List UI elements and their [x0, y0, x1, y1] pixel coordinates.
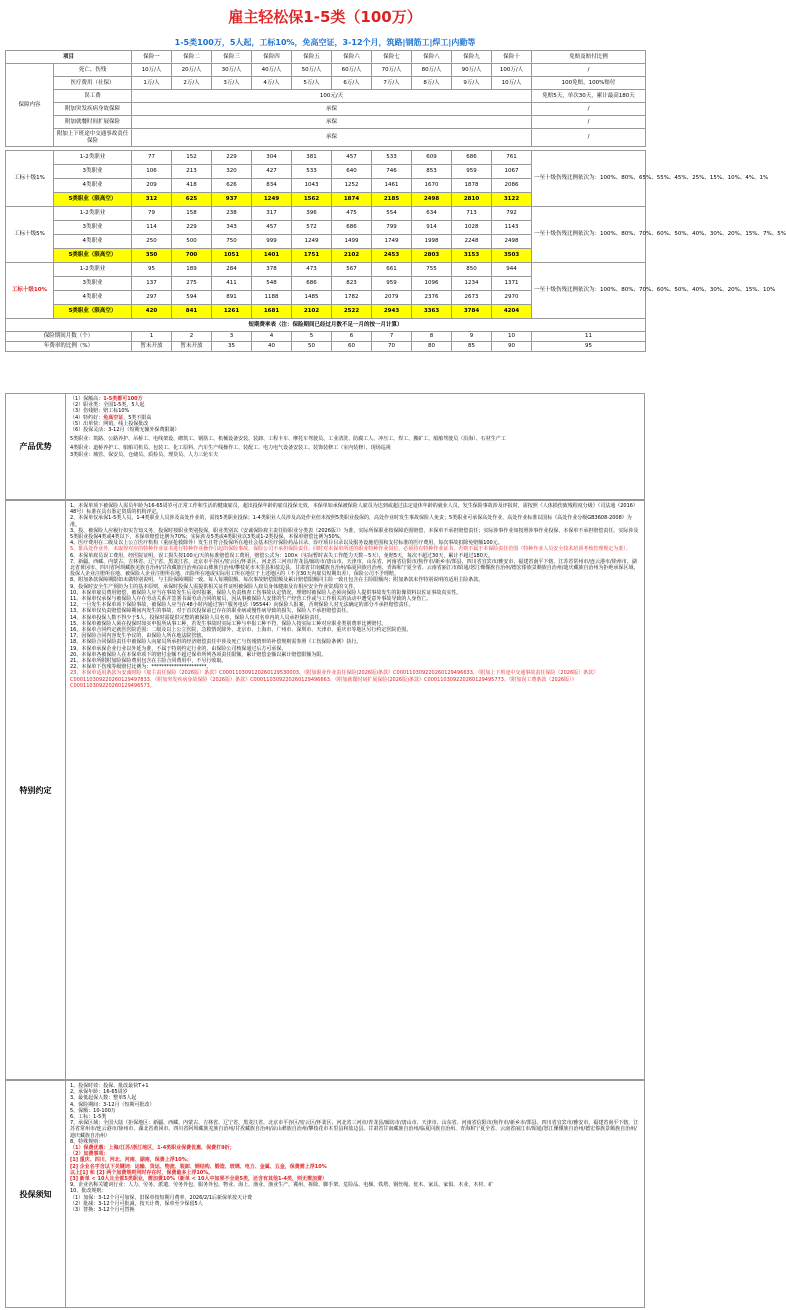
premium-value: 250 [132, 235, 172, 249]
coverage-value: 承保 [132, 129, 532, 147]
premium-value: 891 [212, 291, 252, 305]
coverage-value: 90万/人 [452, 64, 492, 77]
premium-value: 3784 [452, 305, 492, 319]
job-class-label: 1-2类职业 [54, 207, 132, 221]
coverage-lostwork-row [6, 90, 646, 103]
coverage-value: 8万/人 [412, 77, 452, 90]
ratio-value: 40 [252, 342, 292, 352]
premium-value: 106 [132, 165, 172, 179]
coverage-label: 死亡、伤残 [54, 64, 132, 77]
ratio-value: 暂未开放 [132, 342, 172, 352]
premium-value: 572 [292, 221, 332, 235]
premium-value: 746 [372, 165, 412, 179]
premium-value: 317 [252, 207, 292, 221]
special-term-paragraph: 3、投、被保险人应履行如实告知义务，投保时按职业类别投保，职业类别以《安诚保险雇主责任险职业分类表（2026版）》为准，实际所保职业按保障范围赔偿，本保单不承担赔偿责任；实际涉事作业如按照涉事作业投保，本保单不承担赔偿责任。实际涉及5类职业投保4类或4类以下，本保单赔偿比例为70%；实际涉及5类或4类职业以3类或1-2类投保，本保单赔偿比例为50%。 [70, 527, 639, 541]
notice-paragraph: 8、特殊规则： [70, 1138, 104, 1145]
special-term-paragraph: 8、附加条款保障期限如未做特别说明，与主险保障期限一致。每人每期限额、每次事故赔偿限额及累计赔偿限额同主险一致且包含在主险限额内；附加条款未作特别说明的适用主险条款。 [70, 577, 484, 584]
coverage-value: 10万/人 [492, 77, 532, 90]
page-subtitle: 1-5类100万，5人起，工标10%，免高空证，3-12个月，筑路|钢筋工|焊工|内勤等 [174, 38, 476, 47]
coverage-death-row [6, 64, 646, 77]
notice-paragraph: 4、保险期间：3-12月（短期可批改） [70, 1101, 155, 1108]
premium-value: 2970 [492, 291, 532, 305]
page-title: 雇主轻松保1-5类（100万） [228, 8, 422, 26]
coverage-extra3-row [6, 129, 646, 147]
premium-value: 427 [252, 165, 292, 179]
premium-value: 229 [172, 221, 212, 235]
premium-value: 1249 [252, 193, 292, 207]
special-term-paragraph: 10、本保单雇员费用赔偿，被保险人应当在事故发生后及时报案，保险人负责核查工伤事故认定情况，理赔时被保险人必须向保险人提供事故发生的影像资料以佐证事故真实性。 [70, 589, 462, 596]
notice-paragraph: 10、批改规则： [70, 1188, 107, 1195]
month-value: 8 [412, 332, 452, 342]
special-rule-line: （1）保费优惠：上海/江苏/浙江地区，1-4类职业保费优惠，保费打9折； [70, 1145, 235, 1152]
premium-value: 1749 [372, 235, 412, 249]
premium-value: 343 [212, 221, 252, 235]
premium-value: 500 [172, 235, 212, 249]
premium-value: 609 [412, 151, 452, 165]
ratio-value: 85 [452, 342, 492, 352]
premium-value: 2376 [412, 291, 452, 305]
job-class-label: 3类职业 [54, 277, 132, 291]
premium-value: 1261 [212, 305, 252, 319]
special-term-paragraph: 22、本保单下伤残等级赔付比例为：**********************。 [70, 664, 212, 671]
premium-value: 396 [292, 207, 332, 221]
premium-value: 823 [332, 277, 372, 291]
advantage-text: 1-5类都可100万 [103, 396, 143, 402]
advantage-no: （4）特约好： [70, 414, 104, 421]
premium-value: 1461 [372, 179, 412, 193]
coverage-value: 10万/人 [132, 64, 172, 77]
special-term-paragraph: 9、投保时安全生产预防为主的基本原则，承保时投保人需提供相关证件证明被保险人雇员身体健康及有相应安全作业资质的文件。 [70, 583, 359, 590]
special-terms-label: 特别约定 [6, 501, 66, 1079]
ratio-value: 暂未开放 [172, 342, 212, 352]
premium-value: 1096 [412, 277, 452, 291]
premium-value: 229 [212, 151, 252, 165]
premium-value: 2185 [372, 193, 412, 207]
month-value: 5 [292, 332, 332, 342]
coverage-value: 40万/人 [252, 64, 292, 77]
month-value: 3 [212, 332, 252, 342]
premium-value: 297 [132, 291, 172, 305]
advantage-no: （1）保额高： [70, 396, 104, 402]
premium-value: 850 [452, 263, 492, 277]
coverage-value: 30万/人 [212, 64, 252, 77]
premium-value: 2522 [332, 305, 372, 319]
premium-value: 213 [172, 165, 212, 179]
special-rule-line: [3] 新单 < 10人且全部5类职业，需加费10%（新单 < 10人中如果不全是5类，还含有其他1-4类，则无需加费） [70, 1176, 328, 1183]
coverage-value: 70万/人 [372, 64, 412, 77]
special-rule-line: [1] 重庆、四川、河北、河南、湖南，保费上浮10%； [70, 1157, 192, 1164]
coverage-value: 2万/人 [172, 77, 212, 90]
advantage-text: 网销，线上投保批改 [103, 420, 149, 427]
premium-value: 2803 [412, 249, 452, 263]
notice-paragraph: （3）替换：3-12个月可替换 [70, 1207, 135, 1214]
premium-value: 4204 [492, 305, 532, 319]
premium-value: 95 [132, 263, 172, 277]
short-term-title: 短期费率表（注：保险期间已经过月数不足一月的按一月计算） [6, 319, 646, 332]
disability-ratio-note: 一至十级伤残比例依次为：100%、80%、65%、55%、45%、25%、15%、10%、4%、1% [532, 151, 646, 207]
premium-value: 533 [292, 165, 332, 179]
premium-value: 944 [492, 263, 532, 277]
premium-value: 2810 [452, 193, 492, 207]
rate-group-label: 工标十级1% [6, 151, 54, 207]
ratio-label: 年费率的比例（%） [6, 342, 132, 352]
short-term-months-row [6, 332, 646, 342]
special-term-paragraph: 15、本保单被保险人须在投保时如实申报所从事工种，若发生事故时实际工种与申报工种不符，保险人按实际工种对应职业类别费率比例赔付。 [70, 620, 387, 627]
premium-value: 1499 [332, 235, 372, 249]
premium-value: 661 [372, 263, 412, 277]
premium-value: 1998 [412, 235, 452, 249]
premium-value: 761 [492, 151, 532, 165]
advantage-no: （5）出单快： [70, 420, 104, 427]
header-plan: 保险一 [132, 51, 172, 64]
coverage-value: 9万/人 [452, 77, 492, 90]
premium-value: 1878 [452, 179, 492, 193]
premium-value: 1681 [252, 305, 292, 319]
premium-value: 1234 [452, 277, 492, 291]
premium-value: 533 [372, 151, 412, 165]
advantage-no: （6）投保灵活： [70, 427, 109, 434]
premium-value: 853 [412, 165, 452, 179]
premium-value: 567 [332, 263, 372, 277]
premium-value: 554 [372, 207, 412, 221]
advantage-no: （2）职业类： [70, 402, 104, 409]
premium-value: 2943 [372, 305, 412, 319]
header-row [6, 51, 646, 64]
notice-section [5, 1080, 645, 1308]
premium-value: 238 [212, 207, 252, 221]
coverage-value: 承保 [132, 116, 532, 129]
header-plan: 保险四 [252, 51, 292, 64]
premium-value: 209 [132, 179, 172, 193]
premium-value: 755 [412, 263, 452, 277]
header-plan: 保险八 [412, 51, 452, 64]
ratio-value: 35 [212, 342, 252, 352]
premium-value: 2498 [412, 193, 452, 207]
premium-value: 1670 [412, 179, 452, 193]
premium-value: 686 [332, 221, 372, 235]
premium-value: 841 [172, 305, 212, 319]
advantage-text: 3-12月（短期无额外保费限制） [108, 427, 180, 434]
premium-value: 792 [492, 207, 532, 221]
short-term-ratio-row [6, 342, 646, 352]
month-value: 4 [252, 332, 292, 342]
premium-value: 713 [452, 207, 492, 221]
premium-value: 1067 [492, 165, 532, 179]
job-class-label: 4类职业 [54, 235, 132, 249]
premium-value: 1028 [452, 221, 492, 235]
coverage-group-label: 保障内容 [6, 64, 54, 147]
premium-value: 3363 [412, 305, 452, 319]
notice-paragraph: 5、保额：10-100万 [70, 1107, 116, 1114]
special-term-paragraph: 11、本保单仅承保与被保险人存在劳动关系并签署书面劳动合同的雇员，因从事被保险人安排的生产经营工作或与工作相关的活动中遭受意外事故导致的人身伤亡。 [70, 596, 432, 603]
month-value: 6 [332, 332, 372, 342]
coverage-value: 7万/人 [372, 77, 412, 90]
job-class-label: 5类职业（限高空） [54, 249, 132, 263]
coverage-value: 3万/人 [212, 77, 252, 90]
premium-value: 411 [212, 277, 252, 291]
special-term-paragraph: 23、本保单适用条款为安诚财险《雇主责任保险（2026版）条款》C000110309120260129530003、《附加职业作业责任保险(2026版)条款》C000110309220260129496633、《附加上下班途中交通事故责任保险（2026版）条款》C000110309220260129497833、《附加突发疾病身故保险（2026版）条款》C000110309220260129496663、《附加就餐时间扩展保险(2026版)条款》C000110309220260129495773、《附加误工费条款（2026版）》C000110309220260129496573。 [70, 670, 599, 689]
premium-value: 79 [132, 207, 172, 221]
premium-value: 320 [212, 165, 252, 179]
rate-group-label: 工标十级10% [6, 263, 54, 319]
product-advantages-label: 产品优势 [6, 394, 66, 499]
special-term-paragraph: 5、排高处作业外，未取得对应的特种作业证书进行特种作业操作引起的保险事故，保险公司不承担保险责任。同时对本保单所述的职业特种作业岗位，必须持有特种作业证书，否则不属于本保险责任范围（特种作业人员安全技术培训考核管理规定为准）。 [70, 546, 631, 553]
premium-value: 284 [212, 263, 252, 277]
coverage-remark: 免赔5天，单次30天，累计最高180天 [532, 90, 646, 103]
job-class-label: 1-2类职业 [54, 151, 132, 165]
premium-value: 686 [452, 151, 492, 165]
ratio-value: 70 [372, 342, 412, 352]
premium-value: 457 [252, 221, 292, 235]
month-value: 1 [132, 332, 172, 342]
premium-value: 1043 [292, 179, 332, 193]
coverage-label: 误工费 [54, 90, 132, 103]
product-advantages-content [70, 396, 641, 497]
disability-ratio-note: 一至十级伤残比例依次为：100%、80%、70%、60%、50%、40%、30%、20%、15%、7%、5% [532, 207, 646, 263]
coverage-label: 医疗费用（社保） [54, 77, 132, 90]
job-class-label: 4类职业 [54, 291, 132, 305]
premium-value: 1401 [252, 249, 292, 263]
premium-value: 1485 [292, 291, 332, 305]
rate-row [6, 151, 646, 165]
premium-value: 2673 [452, 291, 492, 305]
premium-value: 937 [212, 193, 252, 207]
premium-value: 304 [252, 151, 292, 165]
rate-row [6, 263, 646, 277]
premium-value: 418 [172, 179, 212, 193]
premium-value: 1562 [292, 193, 332, 207]
advantage-text: 全国1-5类，5人起 [103, 402, 145, 409]
premium-value: 312 [132, 193, 172, 207]
ratio-value: 60 [332, 342, 372, 352]
coverage-value: 100万/人 [492, 64, 532, 77]
notice-paragraph: 9、企业名称关键词行业：人力、劳务、派遣、劳务外包、服务外包、物业、海上、渔业、渔业生产、冀州、拆除、脚手架、危险品、电梯、铁塔、钢丝绳、优木、家具、家俱、木业、木材、矿 [70, 1182, 494, 1189]
coverage-remark: / [532, 64, 646, 77]
premium-value: 3122 [492, 193, 532, 207]
premium-value: 152 [172, 151, 212, 165]
month-value: 9 [452, 332, 492, 342]
notice-paragraph: （2）批减：3-12个月可批减，按天计费，保单至少保留5人 [70, 1200, 203, 1207]
header-plan: 保险十 [492, 51, 532, 64]
premium-value: 137 [132, 277, 172, 291]
premium-value: 1252 [332, 179, 372, 193]
premium-value: 999 [252, 235, 292, 249]
coverage-value: 50万/人 [292, 64, 332, 77]
notice-paragraph: 3、最低起保人数：整单5人起 [70, 1095, 137, 1102]
coverage-extra2-row [6, 116, 646, 129]
notice-paragraph: 7、承保区域：全国大陆（拒保地区：新疆、西藏、内蒙古、吉林省、辽宁省、黑龙江省、北京市平谷区/密云区/怀柔区、河北省三河市/青龙县/廊坊市/唐山市、天津市、山东省、河南省信阳市/焦作市/新乡市/郑县、四川省宜宾市/雅安市、福建省南平下辖、江苏省常州市/连云港市/徐州市、湖北省黄冈市、四川省阿坝藏族羌族自治州/甘孜藏族自治州/凉山彝族自治州/攀枝花市木里县和盐边县、甘肃省甘南藏族自治州/临夏回族自治州、青海和宁夏全省、云南省丽江市/昭通/怒江傈僳族自治州/德宏傣族景颇族自治州/迪庆藏族自治州） [70, 1120, 639, 1139]
period-label: 保险期间月数（个） [6, 332, 132, 342]
month-value: 10 [492, 332, 532, 342]
advantage-no: （3）伤残赔： [70, 408, 104, 415]
premium-value: 700 [172, 249, 212, 263]
premium-value: 158 [172, 207, 212, 221]
header-plan: 保险五 [292, 51, 332, 64]
coverage-label: 附加就餐时间扩展保险 [54, 116, 132, 129]
premium-value: 1143 [492, 221, 532, 235]
coverage-value: 20万/人 [172, 64, 212, 77]
premium-value: 473 [292, 263, 332, 277]
premium-value: 381 [292, 151, 332, 165]
notice-paragraph: 6、工标：1-5类 [70, 1114, 107, 1121]
month-value: 11 [532, 332, 646, 342]
special-rule-line: （2）加费事项： [70, 1151, 109, 1158]
premium-value: 1371 [492, 277, 532, 291]
premium-value: 2498 [492, 235, 532, 249]
job-class-label: 5类职业（限高空） [54, 193, 132, 207]
coverage-value: 80万/人 [412, 64, 452, 77]
rate-group-label: 工标十级5% [6, 207, 54, 263]
special-rule-line: 以上[1] 和 [2] 两个加费规则同时存在时，保费最多上浮10%。 [70, 1169, 214, 1176]
special-term-paragraph: 6、本保单雇员误工费用，经医院证明，误工损失按100元/天的标准赔偿误工费用，赔偿公式为：100×（实际暂时丧失工作能力天数－5天），免赔5天，每次不超过30天，累计不超过180天。 [70, 552, 493, 559]
special-term-paragraph: 17、因保险合同内容发生争议的，由保险人所在地法院管辖。 [70, 633, 207, 640]
premium-value: 625 [172, 193, 212, 207]
premium-value: 2102 [292, 305, 332, 319]
header-plan: 保险三 [212, 51, 252, 64]
coverage-remark: / [532, 129, 646, 147]
premium-value: 2248 [452, 235, 492, 249]
rate-row [6, 207, 646, 221]
premium-value: 799 [372, 221, 412, 235]
premium-value: 1751 [292, 249, 332, 263]
premium-value: 475 [332, 207, 372, 221]
coverage-remark: / [532, 116, 646, 129]
coverage-value: 1万/人 [132, 77, 172, 90]
premium-value: 959 [452, 165, 492, 179]
special-term-paragraph: 2、本保单仅承保1-5类人员。1-4类职业人员涉及高处作业的，需按5类职业投保；1-4类职业人员涉及高处作业但未按照5类职业投保的，高处作业时发生事故保险人免责；5类职业可承保高处作业，高处作业标准以国标《高处作业分级GB3608-2008》为准。 [70, 515, 632, 528]
special-term-paragraph: 1、本保单项下被保险人需员年龄为16-65周岁可正常工作和生活的健康雇员，超出投保年龄的雇员投保无效，本保单如承保被保险人雇员为达到或超过法定退休年龄的就业人员，发生保险事故涉及评报时，需按照《人体损伤致残程度分级》（司法通（2016）48号）标准在具有鉴定资质的机构评定。 [70, 503, 638, 516]
header-item: 项目 [6, 51, 132, 64]
premium-value: 114 [132, 221, 172, 235]
job-class-label: 3类职业 [54, 221, 132, 235]
premium-value: 834 [252, 179, 292, 193]
notice-paragraph: 2、承保年龄：16-65周岁 [70, 1089, 128, 1096]
premium-value: 548 [252, 277, 292, 291]
job-class-label: 5类职业（限高空） [54, 305, 132, 319]
month-value: 2 [172, 332, 212, 342]
coverage-value: 60万/人 [332, 64, 372, 77]
job-list-line: 3类职业：城管、保安员、仓储员、质检员、理货员、人力三轮车夫 [70, 451, 219, 458]
job-class-label: 4类职业 [54, 179, 132, 193]
advantage-text: 赔工标10% [103, 408, 130, 415]
premium-value: 594 [172, 291, 212, 305]
disability-ratio-note: 一至十级伤残比例依次为：100%、80%、70%、60%、50%、40%、30%、20%、15%、10% [532, 263, 646, 319]
special-term-paragraph: 12、一旦发生本保单项下保险事故，被保险人应当在48小时内通过客户服务电话（95544）向保险人报案，否则保险人对无法确定的部分不承担赔偿责任。 [70, 602, 414, 609]
premium-value: 2453 [372, 249, 412, 263]
premium-value: 275 [172, 277, 212, 291]
job-class-label: 1-2类职业 [54, 263, 132, 277]
premium-value: 686 [292, 277, 332, 291]
header-plan: 保险七 [372, 51, 412, 64]
special-term-paragraph: 14、本保单投保人数不得少于5人，投保时需提供完整的被保险人员名单，保险人仅对名单内的人员承担保险责任。 [70, 614, 325, 621]
coverage-label: 附加上下班途中交通事故责任保险 [54, 129, 132, 147]
ratio-value: 50 [292, 342, 332, 352]
special-terms-section [5, 500, 645, 1080]
coverage-remark: 100免赔，100%赔付 [532, 77, 646, 90]
premium-value: 914 [412, 221, 452, 235]
premium-value: 457 [332, 151, 372, 165]
advantage-text: 免高空证，5类不限高 [103, 414, 152, 421]
ratio-value: 80 [412, 342, 452, 352]
premium-value: 750 [212, 235, 252, 249]
notice-label: 投保须知 [6, 1081, 66, 1307]
highlight-text: 免高空证 [103, 414, 124, 421]
month-value: 7 [372, 332, 412, 342]
job-list-line: 4类职业：道桥养护工、船舶司机员、包装工、化工原料、汽车生产线操作工、装配工、电力电气设备安装工、装饰装修工（室内装修）、现场巡视 [70, 445, 391, 452]
notice-paragraph: （1）加保：3-12个月可加保，旧保单按短期月费率，2026/2/1后新保单按天计费 [70, 1194, 252, 1201]
premium-value: 2102 [332, 249, 372, 263]
coverage-value: 5万/人 [292, 77, 332, 90]
premium-value: 1188 [252, 291, 292, 305]
premium-value: 77 [132, 151, 172, 165]
plan-table [5, 50, 786, 352]
special-term-paragraph: 21、本保单所附附加险保险费用包含在主险合同费用中，不另行收取。 [70, 658, 227, 665]
special-term-paragraph: 4、医疗费用在二级及以上公立医疗机构（重症抢救除外）发生且符合投保所在地社会基本医疗保险药品目录、诊疗项目目录以及服务设施范围和支付标准的医疗费用，每次事故扣除免赔额100元。 [70, 540, 503, 547]
coverage-medical-row [6, 77, 646, 90]
notice-content [70, 1083, 641, 1305]
premium-value: 1249 [292, 235, 332, 249]
premium-value: 420 [132, 305, 172, 319]
coverage-value: 100元/天 [132, 90, 532, 103]
coverage-extra1-row [6, 103, 646, 116]
special-term-paragraph: 13、本保单仅负责赔偿保障期间内发生的事故，对于首次投保前已存在的职业病或慢性病导致的损失，保险人不承担赔偿责任。 [70, 608, 352, 615]
header-plan: 保险二 [172, 51, 212, 64]
premium-value: 189 [172, 263, 212, 277]
header-remark: 免赔及赔付比例 [532, 51, 646, 64]
coverage-label: 附加突发疾病身故保障 [54, 103, 132, 116]
premium-value: 1051 [212, 249, 252, 263]
ratio-value: 95 [532, 342, 646, 352]
job-list-line: 5类职业：筑路、公路养护、吊桥工、电线架设、砌筑工、钢筋工、机械设备安装、装卸、工程卡车、摩托车驾驶员、工业清洗、防腐工人、冲压工、焊工、搬矿工、船舶驾驶员（沿海）、石材生产工 [70, 436, 506, 443]
special-term-paragraph: 20、本保单各被保险人在本保单项下的赔付金额不超过保单所列各项责任限额，累计赔偿金额以累计赔偿限额为限。 [70, 651, 327, 658]
premium-value: 634 [412, 207, 452, 221]
premium-value: 626 [212, 179, 252, 193]
special-term-paragraph: 19、本保单承保企业行业以外延为准，不属于特别约定行业的，由保险公司核保通过后方可承保。 [70, 645, 287, 652]
premium-value: 2079 [372, 291, 412, 305]
premium-value: 350 [132, 249, 172, 263]
page-header [0, 0, 650, 36]
coverage-remark: / [532, 103, 646, 116]
premium-value: 1782 [332, 291, 372, 305]
premium-value: 378 [252, 263, 292, 277]
product-advantages-section [5, 393, 645, 500]
special-term-paragraph: 18、本保险合同保险责任中被保险人向雇员所承担的经济赔偿责任中涉及死亡与伤残情形的补偿规则需参照《工伤保险条例》执行。 [70, 639, 362, 646]
special-term-paragraph: 16、本保单合同约定就医医院范围：二级及以上公立医院，急救情况除外，北京市、上海市、广州市、深圳市、天津市、重庆市等地区另行约定医院范围。 [70, 627, 412, 634]
premium-value: 1874 [332, 193, 372, 207]
coverage-value: 4万/人 [252, 77, 292, 90]
notice-paragraph: 1、投保时效：投保、批改最快T+1 [70, 1083, 149, 1089]
job-class-label: 3类职业 [54, 165, 132, 179]
header-plan: 保险九 [452, 51, 492, 64]
ratio-value: 90 [492, 342, 532, 352]
premium-value: 3503 [492, 249, 532, 263]
coverage-value: 6万/人 [332, 77, 372, 90]
header-plan: 保险六 [332, 51, 372, 64]
special-terms-content [70, 503, 641, 1077]
premium-value: 959 [372, 277, 412, 291]
coverage-value: 承保 [132, 103, 532, 116]
premium-value: 2086 [492, 179, 532, 193]
premium-value: 640 [332, 165, 372, 179]
premium-value: 3153 [452, 249, 492, 263]
special-rule-line: [2] 企业名字含以下关键词：运输、货运、物流、装卸、钢结构、锻造、玻璃、电力、金属、五金，保费需上浮10% [70, 1163, 327, 1170]
special-term-paragraph: 7、新疆、西藏、内蒙古、吉林省、辽宁省、黑龙江省、北京市平谷区/密云区/怀柔区、河北省三河市/青龙县/廊坊市/唐山市、天津市、山东省、河南省信阳市/焦作市/新乡市/郑县、四川省宜宾市/雅安市、福建省南平下辖、江苏省常州市/连云港市/徐州市、湖北省黄冈市、四川省阿坝藏族羌族自治州/甘孜藏族自治州/凉山彝族自治州/攀枝花市木里县和盐边县，甘肃省甘南藏族自治州/临夏回族自治州、青海和宁夏全省、云南省丽江市/昭通/怒江傈僳族自治州/德宏傣族景颇族自治州/迪庆藏族自治州为拒绝承保区域，投保人企业注册所在地、被保险人企业注册所在地、出险所在地或实际用工所在地位于上述地区的（不含30天内雇员短期出差），保险公司不予理赔。 [70, 558, 639, 578]
